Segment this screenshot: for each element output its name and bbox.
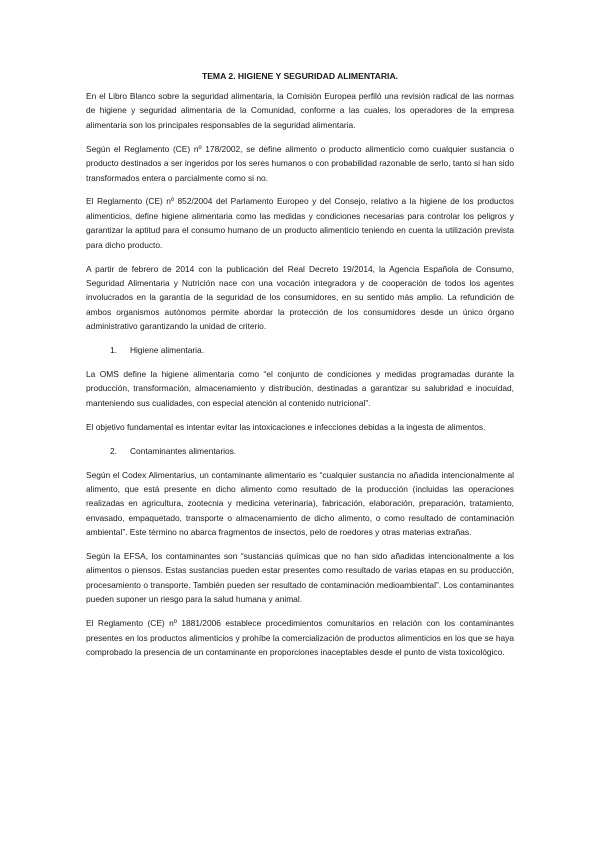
document-body [86, 70, 514, 669]
paragraph-oms: La OMS define la higiene alimentaria como “el conjunto de condiciones y medidas programadas durante la producción, transformación, almacenamiento y distribución, destinadas a garantizar su salubridad e inocuidad, manteniendo sus cualidades, con especial atención al contenido nutricional”. [86, 369, 514, 408]
section-number: 2. [110, 445, 117, 456]
paragraph-codex: Según el Codex Alimentarius, un contaminante alimentario es “cualquier sustancia no añadida intencionalmente al alimento, que está presente en dicho alimento como resultado de la producción (incluidas las operaciones realizadas en agricultura, zootecnia y medicina veterinaria), fabricación, elaboración, preparación, tratamiento, envasado, empaquetado, transporte o almacenamiento de dicho alimento, o como resultado de contaminación ambiental”. Este término no abarca fragmentos de insectos, pelo de roedores y otras materias extrañas. [86, 469, 514, 538]
paragraph-reglamento-1881: El Reglamento (CE) nº 1881/2006 establece procedimientos comunitarios en relación con los contaminantes presentes en los productos alimenticios y prohíbe la comercialización de productos alimenticios en los que se haya comprobado la presencia de un contaminante en proporciones inaceptables desde el punto de vista toxicológico. [86, 618, 514, 657]
paragraph-libro-blanco: En el Libro Blanco sobre la seguridad alimentaria, la Comisión Europea perfiló una revisión radical de las normas de higiene y seguridad alimentaria de la Comunidad, conforme a las cuales, los operadores de la empresa alimentaria son los principales responsables de la seguridad alimentaria. [86, 91, 514, 130]
paragraph-efsa: Según la EFSA, los contaminantes son “sustancias químicas que no han sido añadidas intencionalmente a los alimentos o piensos. Estas sustancias pueden estar presentes como resultado de varias etapas en su producción, procesamiento o transporte. También pueden ser resultado de contaminación medioambiental”. Los contaminantes pueden suponer un riesgo para la salud humana y animal. [86, 551, 514, 605]
section-heading-contaminantes [86, 444, 514, 458]
section-title: Contaminantes alimentarios. [130, 445, 237, 456]
section-number: 1. [110, 345, 117, 356]
document-title: TEMA 2. HIGIENE Y SEGURIDAD ALIMENTARIA. [201, 71, 399, 81]
paragraph-reglamento-852: El Reglamento (CE) nº 852/2004 del Parlamento Europeo y del Consejo, relativo a la higiene de los productos alimenticios, define higiene alimentaria como las medidas y condiciones necesarias para controlar los peligros y garantizar la aptitud para el consumo humano de un producto alimenticio teniendo en cuenta la utilización prevista para dicho producto. [86, 196, 514, 250]
section-title: Higiene alimentaria. [130, 345, 205, 356]
section-heading-higiene [86, 343, 514, 357]
paragraph-agencia-espanola: A partir de febrero de 2014 con la publicación del Real Decreto 19/2014, la Agencia Española de Consumo, Seguridad Alimentaria y Nutrición nace con una vocación integradora y de cooperación de todos los agentes involucrados en la garantía de la seguridad de los consumidores, en su sentido más amplio. La refundición de ambos organismos autónomos permite abordar la protección de los consumidores desde un único órgano administrativo garantizando la unidad de criterio. [86, 263, 514, 332]
paragraph-reglamento-178: Según el Reglamento (CE) nº 178/2002, se define alimento o producto alimenticio como cualquier sustancia o producto destinados a ser ingeridos por los seres humanos o con probabilidad razonable de serlo, tanto si han sido transformados entera o parcialmente como si no. [86, 143, 514, 183]
paragraph-objetivo: El objetivo fundamental es intentar evitar las intoxicaciones e infecciones debidas a la ingesta de alimentos. [86, 421, 486, 432]
